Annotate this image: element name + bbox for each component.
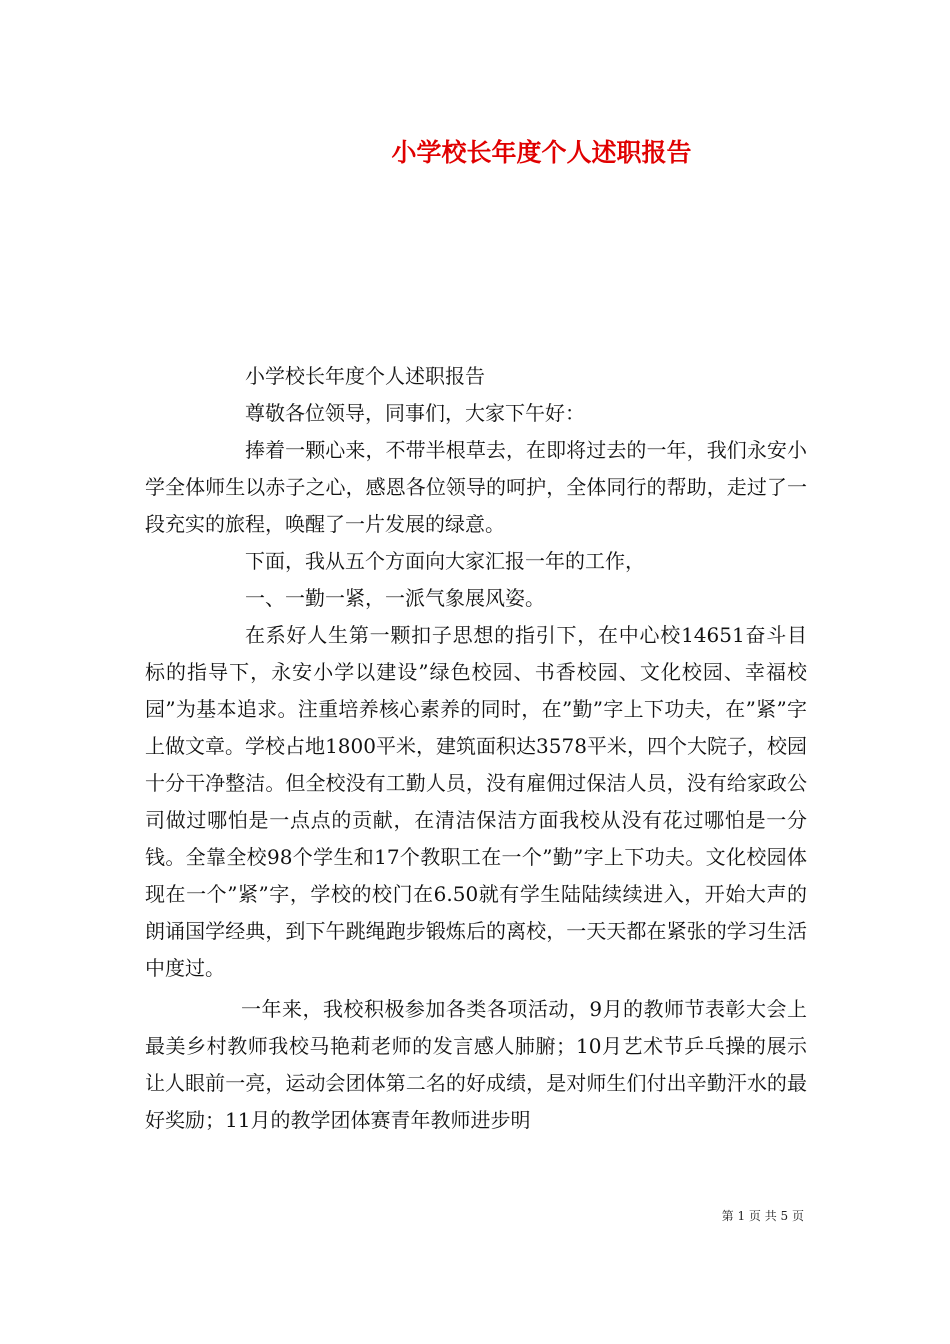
page-number: 第 1 页 共 5 页 (721, 1209, 804, 1223)
document-body (145, 358, 807, 1139)
body-heading: 小学校长年度个人述职报告 (245, 364, 485, 388)
page-title: 小学校长年度个人述职报告 (391, 138, 692, 167)
paragraph-section-1: 在系好人生第一颗扣子思想的指引下，在中心校14651奋斗目标的指导下，永安小学以建设”绿色校园、书香校园、文化校园、幸福校园”为基本追求。注重培养核心素养的同时，在”勤”字上下功夫，在”紧”字上做文章。学校占地1800平米，建筑面积达3578平米，四个大院子，校园十分干净整洁。但全校没有工勤人员，没有雇佣过保洁人员，没有给家政公司做过哪怕是一点点的贡献，在清洁保洁方面我校从没有花过哪怕是一分钱。全靠全校98个学生和17个教职工在一个”勤”字上下功夫。文化校园体现在一个”紧”字，学校的校门在6.50就有学生陆陆续续进入，开始大声的朗诵国学经典，到下午跳绳跑步锻炼后的离校，一天天都在紧张的学习生活中度过。 (145, 623, 807, 980)
paragraph-activities: 一年来，我校积极参加各类各项活动，9月的教师节表彰大会上最美乡村教师我校马艳莉老师的发言感人肺腑；10月艺术节乒乓操的展示让人眼前一亮，运动会团体第二名的好成绩，是对师生们付出辛勤汗水的最好奖励；11月的教学团体赛青年教师进步明 (145, 997, 807, 1132)
section-heading-1: 一、一勤一紧，一派气象展风姿。 (245, 586, 545, 610)
paragraph-intro: 下面，我从五个方面向大家汇报一年的工作， (245, 549, 645, 573)
paragraph-opening: 捧着一颗心来，不带半根草去，在即将过去的一年，我们永安小学全体师生以赤子之心，感恩各位领导的呵护，全体同行的帮助，走过了一段充实的旅程，唤醒了一片发展的绿意。 (145, 438, 807, 536)
salutation: 尊敬各位领导，同事们，大家下午好： (245, 401, 585, 425)
